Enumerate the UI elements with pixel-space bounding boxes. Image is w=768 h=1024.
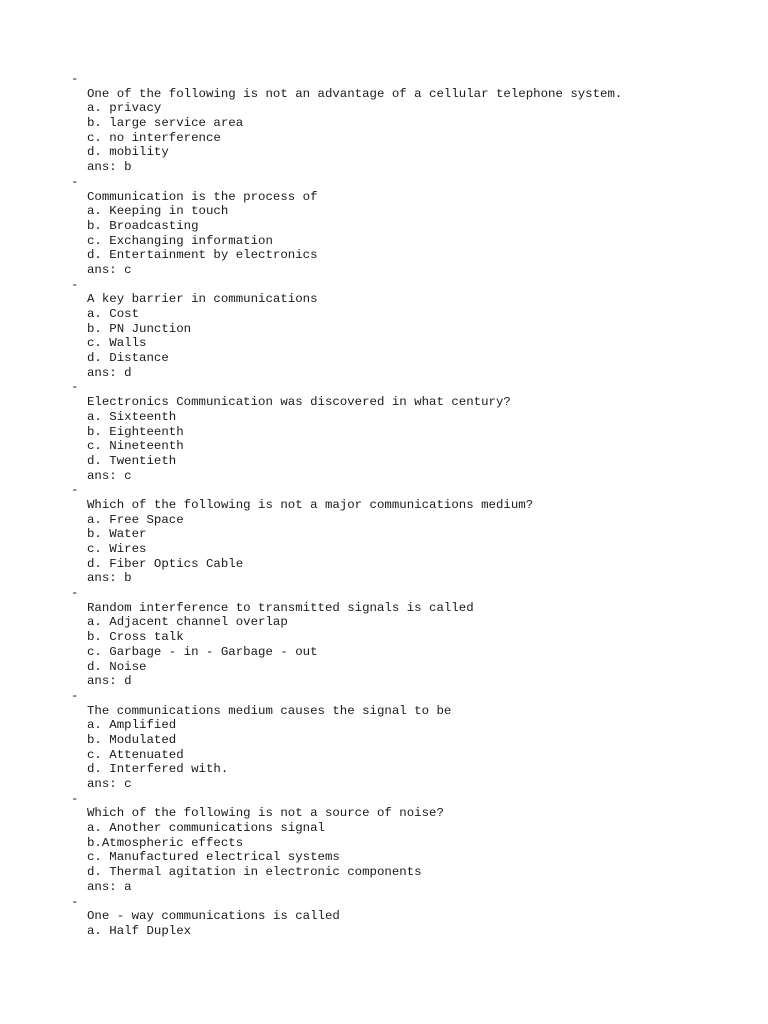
option: c. Manufactured electrical systems xyxy=(87,850,340,865)
option: d. Interfered with. xyxy=(87,762,229,777)
option: b. Modulated xyxy=(87,732,177,747)
answer: ans: c xyxy=(87,468,132,483)
option: c. Attenuated xyxy=(87,747,184,762)
document-body xyxy=(0,72,768,939)
option: b. Eighteenth xyxy=(87,424,184,439)
separator: - xyxy=(71,277,79,292)
option: d. Distance xyxy=(87,351,169,366)
question-text: Random interference to transmitted signals is called xyxy=(87,600,474,615)
question-block xyxy=(0,792,768,895)
question-text: One - way communications is called xyxy=(87,909,340,924)
option: a. privacy xyxy=(87,101,162,116)
option: d. Twentieth xyxy=(87,453,177,468)
answer: ans: b xyxy=(87,160,132,175)
option: b. Cross talk xyxy=(87,630,184,645)
option: c. Wires xyxy=(87,542,147,556)
question-text: The communications medium causes the signal to be xyxy=(87,703,452,718)
separator: - xyxy=(71,72,79,86)
separator: - xyxy=(71,174,79,189)
question-block xyxy=(0,380,768,483)
question-text: Communication is the process of xyxy=(87,189,318,204)
option: c. Walls xyxy=(87,336,147,351)
option: a. Adjacent channel overlap xyxy=(87,615,288,630)
option: d. mobility xyxy=(87,145,169,160)
option: c. no interference xyxy=(87,130,221,145)
question-block xyxy=(0,586,768,689)
answer: ans: b xyxy=(87,571,132,586)
question-text: Which of the following is not a major communications medium? xyxy=(87,497,534,512)
option: a. Keeping in touch xyxy=(87,204,229,219)
option: a. Another communications signal xyxy=(87,821,325,836)
option: c. Garbage - in - Garbage - out xyxy=(87,644,318,659)
question-block xyxy=(0,72,768,175)
option: b. large service area xyxy=(87,116,244,131)
separator: - xyxy=(71,688,79,703)
option: b. Broadcasting xyxy=(87,218,199,233)
question-block xyxy=(0,175,768,278)
option: d. Noise xyxy=(87,659,147,674)
option: a. Free Space xyxy=(87,512,184,527)
separator: - xyxy=(71,791,79,806)
option: b.Atmospheric effects xyxy=(87,835,244,850)
option: c. Exchanging information xyxy=(87,233,273,248)
option: a. Cost xyxy=(87,307,140,321)
option: b. PN Junction xyxy=(87,321,192,336)
question-text: One of the following is not an advantage of a cellular telephone system. xyxy=(87,86,623,101)
answer: ans: d xyxy=(87,674,132,689)
option: a. Amplified xyxy=(87,718,177,733)
question-block xyxy=(0,895,768,939)
answer: ans: c xyxy=(87,777,132,791)
question-text: A key barrier in communications xyxy=(87,292,318,307)
option: a. Half Duplex xyxy=(87,923,192,938)
option: d. Entertainment by electronics xyxy=(87,248,318,263)
question-block xyxy=(0,483,768,586)
separator: - xyxy=(71,586,79,601)
question-text: Which of the following is not a source of noise? xyxy=(87,806,444,821)
option: d. Thermal agitation in electronic components xyxy=(87,865,422,880)
answer: ans: c xyxy=(87,262,132,277)
option: a. Sixteenth xyxy=(87,409,177,424)
option: d. Fiber Optics Cable xyxy=(87,556,244,571)
question-block xyxy=(0,689,768,792)
separator: - xyxy=(71,380,79,395)
answer: ans: d xyxy=(87,365,132,380)
separator: - xyxy=(71,483,79,498)
separator: - xyxy=(71,894,79,909)
question-block xyxy=(0,278,768,381)
question-text: Electronics Communication was discovered in what century? xyxy=(87,395,511,410)
option: c. Nineteenth xyxy=(87,439,184,454)
answer: ans: a xyxy=(87,879,132,894)
option: b. Water xyxy=(87,527,147,542)
